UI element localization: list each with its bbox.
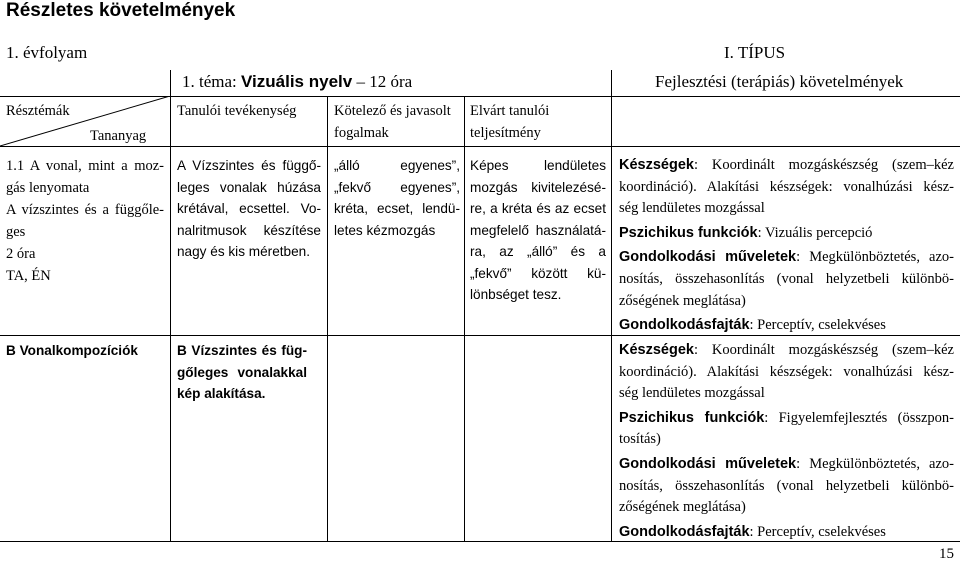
header-expected: Elvárt tanulói teljesítmény <box>470 103 550 141</box>
expected-line: megfelelő használatá- <box>470 222 606 238</box>
expected-line: lönbséget tesz. <box>470 287 562 302</box>
dev-text: : Megkülönböztetés, azo- <box>796 249 954 266</box>
dev-text: : Koordinált mozgáskészség (szem–kéz <box>693 342 954 358</box>
row1-concepts <box>334 155 460 241</box>
row1-expected <box>470 155 606 306</box>
topic-line: 2 óra <box>6 246 36 262</box>
dev-text: ség lendületes mozgással <box>619 200 765 217</box>
activity-line: nalritmusok készítése <box>177 222 321 238</box>
concept-line: „fekvő egyenes”, <box>334 179 460 195</box>
dev-label: Gondolkodási műveletek <box>619 249 797 266</box>
dev-text: nosítás, összehasonlítás (vonal helyzetbeli különbö- <box>619 270 954 287</box>
row2-activity <box>177 340 307 405</box>
header-topics: Résztémák <box>6 103 70 119</box>
dev-text: : Perceptív, cselekvéses <box>749 523 886 540</box>
concept-line: „álló egyenes”, <box>334 158 460 173</box>
col-divider-3 <box>464 96 465 541</box>
row2-topic <box>6 340 166 362</box>
dev-label: Készségek <box>619 342 694 358</box>
dev-text: tosítás) <box>619 431 661 448</box>
concept-line: kréta, ecset, lendü- <box>334 201 460 216</box>
row1-dev <box>619 155 954 337</box>
activity-line: krétával, ecsettel. Vo- <box>177 201 321 216</box>
header-activities: Tanulói tevékenység <box>177 103 297 119</box>
dev-text: : Perceptív, cselekvéses <box>749 317 886 334</box>
topic-line: A vízszintes és a függőle- <box>6 202 164 218</box>
page-number: 15 <box>939 546 954 562</box>
activity-line: kép alakítása. <box>177 386 266 401</box>
grade-label: 1. évfolyam <box>6 43 88 62</box>
dev-label: Gondolkodásfajták <box>619 317 750 334</box>
expected-line: ra, az „álló” és a <box>470 244 606 259</box>
dev-text: : Vizuális percepció <box>757 224 873 241</box>
theme-title <box>182 72 412 92</box>
dev-label: Készségek <box>619 157 694 173</box>
row1-topic <box>6 155 164 287</box>
activity-line: gőleges vonalakkal <box>177 364 307 380</box>
theme-prefix: 1. téma: <box>182 72 242 91</box>
theme-name: Vizuális nyelv <box>241 72 353 91</box>
expected-line: re, a kréta és az ecset <box>470 201 606 216</box>
activity-line: leges vonalak húzása <box>177 179 321 195</box>
dev-text: nosítás, összehasonlítás (vonal helyzetbeli különbö- <box>619 477 954 494</box>
topic-line: 1.1 A vonal, mint a moz- <box>6 158 164 174</box>
expected-line: mozgás kivitelezésé- <box>470 179 606 195</box>
activity-line: B Vízszintes és füg- <box>177 343 307 358</box>
col-divider-4 <box>611 70 612 541</box>
dev-text: zőségének meglátása) <box>619 499 746 516</box>
header-concepts: Kötelező és javasolt fogalmak <box>334 103 451 141</box>
topic-line: ges <box>6 224 26 240</box>
expected-line: Képes lendületes <box>470 158 606 173</box>
expected-line: „fekvő” között kü- <box>470 265 606 281</box>
dev-text: : Megkülönböztetés, azo- <box>796 455 954 472</box>
concept-line: letes kézmozgás <box>334 222 436 238</box>
type-label: I. TÍPUS <box>724 43 786 62</box>
dev-label: Pszichikus funkciók <box>619 409 765 426</box>
dev-text: : Figyelemfejlesztés (összpon- <box>764 409 954 426</box>
col-divider-2 <box>327 96 328 541</box>
topic-line: B Vonalkompozíciók <box>6 343 138 358</box>
theme-hours: – 12 óra <box>352 72 413 91</box>
topic-line: TA, ÉN <box>6 268 51 284</box>
activity-line: nagy és kis méretben. <box>177 244 310 259</box>
topic-line: gás lenyomata <box>6 180 90 196</box>
dev-label: Gondolkodási műveletek <box>619 455 797 472</box>
dev-text: : Koordinált mozgáskészség (szem–kéz <box>693 157 954 173</box>
dev-text: koordináció). Alakítási készségek: vonalhúzási kész- <box>619 363 954 380</box>
dev-text: zőségének meglátása) <box>619 292 746 309</box>
row1-activity <box>177 155 321 263</box>
activity-line: A Vízszintes és függő- <box>177 158 321 173</box>
dev-header: Fejlesztési (terápiás) követelmények <box>655 72 904 91</box>
dev-text: koordináció). Alakítási készségek: vonalhúzási kész- <box>619 178 954 195</box>
page-title: Részletes követelmények <box>6 0 236 21</box>
dev-label: Pszichikus funkciók <box>619 224 758 241</box>
header-content: Tananyag <box>90 128 147 144</box>
row2-dev <box>619 340 954 543</box>
dev-text: ség lendületes mozgással <box>619 385 765 402</box>
dev-label: Gondolkodásfajták <box>619 523 750 540</box>
